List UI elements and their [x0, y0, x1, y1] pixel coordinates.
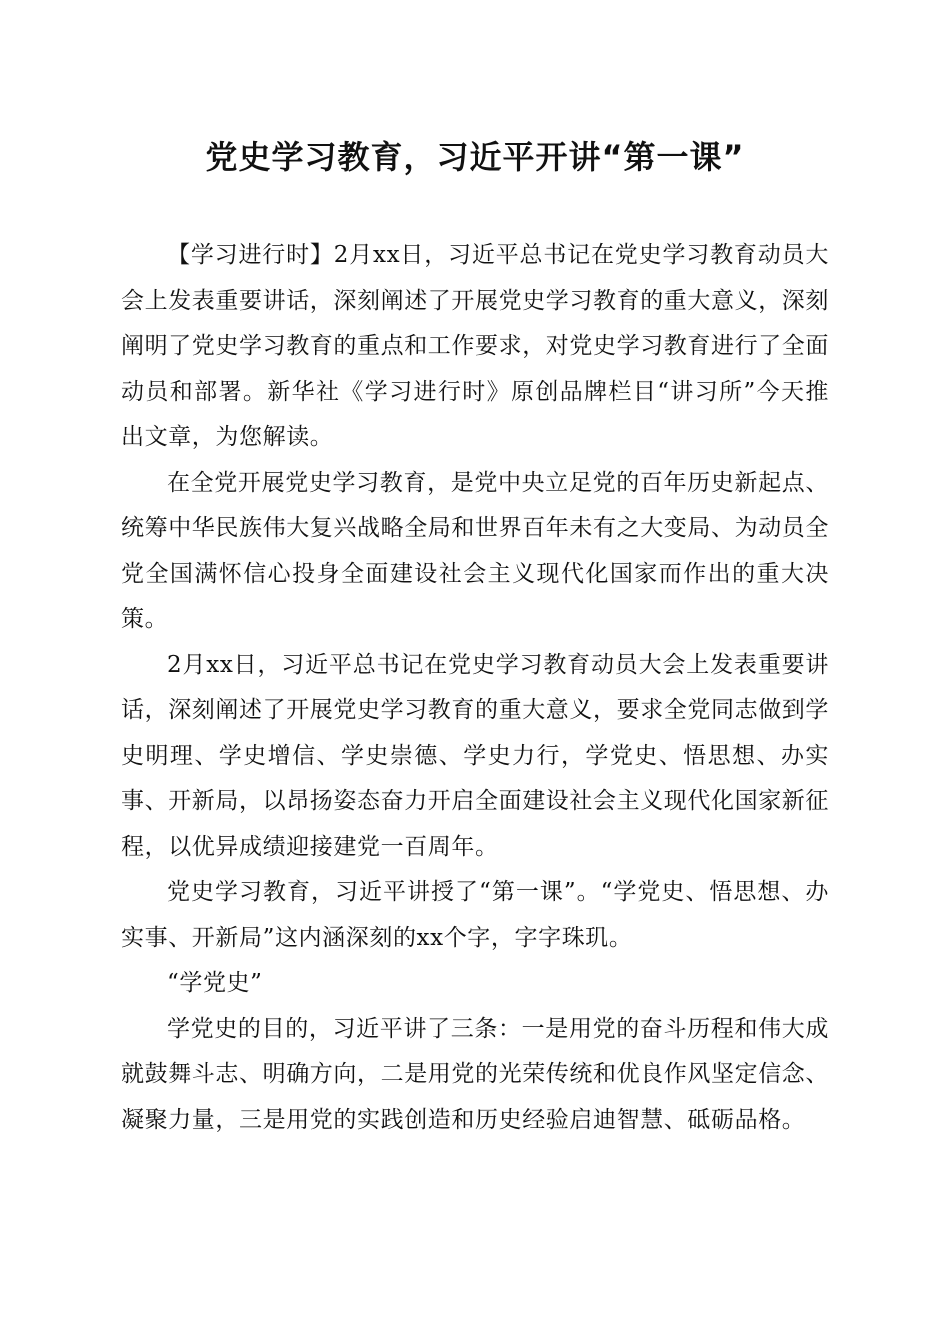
- paragraph-decision: 在全党开展党史学习教育，是党中央立足党的百年历史新起点、统筹中华民族伟大复兴战略全局和世界百年未有之大变局、为动员全党全国满怀信心投身全面建设社会主义现代化国家而作出的重大决策。: [121, 469, 829, 632]
- paragraph-intro: 【学习进行时】2月xx日，习近平总书记在党史学习教育动员大会上发表重要讲话，深刻阐述了开展党史学习教育的重大意义，深刻阐明了党史学习教育的重点和工作要求，对党史学习教育进行了全面动员和部署。新华社《学习进行时》原创品牌栏目“讲习所”今天推出文章，为您解读。: [121, 242, 829, 450]
- paragraph-purpose: 学党史的目的，习近平讲了三条：一是用党的奋斗历程和伟大成就鼓舞斗志、明确方向，二是用党的光荣传统和优良作风坚定信念、凝聚力量，三是用党的实践创造和历史经验启迪智慧、砥砺品格。: [121, 1015, 829, 1133]
- paragraph-first-lesson: 党史学习教育，习近平讲授了“第一课”。“学党史、悟思想、办实事、开新局”这内涵深刻的xx个字，字字珠玑。: [121, 879, 829, 951]
- paragraph-speech: 2月xx日，习近平总书记在党史学习教育动员大会上发表重要讲话，深刻阐述了开展党史学习教育的重大意义，要求全党同志做到学史明理、学史增信、学史崇德、学史力行，学党史、悟思想、办实事、开新局，以昂扬姿态奋力开启全面建设社会主义现代化国家新征程，以优异成绩迎接建党一百周年。: [121, 651, 829, 860]
- document-title: 党史学习教育，习近平开讲“第一课”: [205, 138, 745, 176]
- document-body: [121, 233, 829, 1143]
- section-heading-study-history: “学党史”: [167, 970, 263, 996]
